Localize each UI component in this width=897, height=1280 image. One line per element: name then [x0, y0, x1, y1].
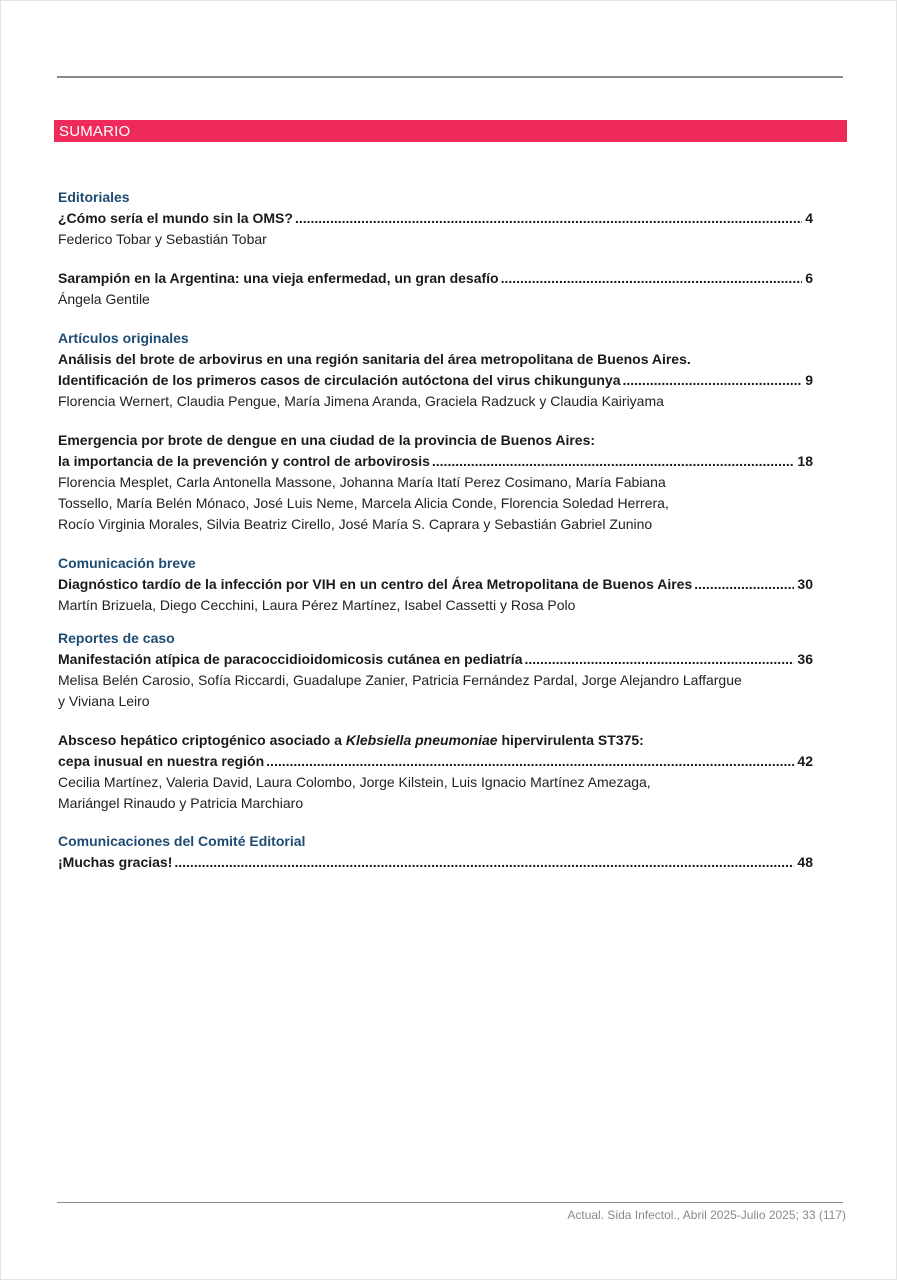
- entry-title[interactable]: [58, 730, 813, 751]
- bottom-rule: [57, 1202, 843, 1203]
- page-number: 6: [805, 270, 813, 286]
- toc-entry[interactable]: [58, 730, 813, 814]
- entry-title-continued[interactable]: Identificación de los primeros casos de circulación autóctona del virus chikungunya: [58, 372, 621, 388]
- toc-entry[interactable]: [58, 208, 813, 250]
- entry-authors: Martín Brizuela, Diego Cecchini, Laura Pérez Martínez, Isabel Cassetti y Rosa Polo: [58, 597, 576, 613]
- toc-entry[interactable]: [58, 852, 813, 873]
- entry-title-part[interactable]: hipervirulenta ST375:: [497, 732, 644, 748]
- entry-title[interactable]: Análisis del brote de arbovirus en una región sanitaria del área metropolitana de Buenos Aires.: [58, 351, 691, 367]
- entry-title-line[interactable]: [58, 852, 813, 873]
- dot-leader: [174, 852, 794, 873]
- page-number: 18: [797, 453, 813, 469]
- section-heading-comunicaciones-comite: Comunicaciones del Comité Editorial: [58, 833, 306, 849]
- entry-title-line[interactable]: [58, 649, 813, 670]
- dot-leader: [501, 268, 803, 289]
- toc-entry[interactable]: [58, 649, 813, 712]
- table-of-contents: [58, 187, 813, 883]
- page-number: 48: [797, 854, 813, 870]
- entry-title[interactable]: Sarampión en la Argentina: una vieja enfermedad, un gran desafío: [58, 270, 499, 286]
- sumario-banner: [54, 120, 847, 142]
- entry-title[interactable]: Manifestación atípica de paracoccidioidomicosis cutánea en pediatría: [58, 651, 523, 667]
- entry-authors: Melisa Belén Carosio, Sofía Riccardi, Guadalupe Zanier, Patricia Fernández Pardal, Jorge Alejandro Laffargue: [58, 672, 742, 688]
- page-number: 9: [805, 372, 813, 388]
- dot-leader: [295, 208, 802, 229]
- dot-leader: [694, 574, 794, 595]
- page-number: 36: [797, 651, 813, 667]
- entry-title[interactable]: ¡Muchas gracias!: [58, 854, 173, 870]
- footer-citation: Actual. Sida Infectol., Abril 2025-Julio 2025; 33 (117): [567, 1208, 846, 1222]
- toc-entry[interactable]: [58, 574, 813, 616]
- section-heading-comunicacion-breve: Comunicación breve: [58, 555, 196, 571]
- dot-leader: [432, 451, 795, 472]
- entry-title-line[interactable]: [58, 751, 813, 772]
- entry-authors: Florencia Mesplet, Carla Antonella Massone, Johanna María Itatí Perez Cosimano, María Fabiana: [58, 474, 666, 490]
- page-number: 42: [797, 753, 813, 769]
- entry-title-part[interactable]: Absceso hepático criptogénico asociado a: [58, 732, 346, 748]
- toc-entry[interactable]: [58, 430, 813, 535]
- section-heading-editoriales: Editoriales: [58, 189, 130, 205]
- entry-authors: Ángela Gentile: [58, 291, 150, 307]
- entry-authors: Florencia Wernert, Claudia Pengue, María Jimena Aranda, Graciela Radzuck y Claudia Kairiyama: [58, 393, 664, 409]
- dot-leader: [622, 370, 802, 391]
- dot-leader: [524, 649, 794, 670]
- entry-authors: Rocío Virginia Morales, Silvia Beatriz Cirello, José María S. Caprara y Sebastián Gabriel Zunino: [58, 516, 653, 532]
- toc-entry[interactable]: [58, 349, 813, 412]
- section-heading-articulos-originales: Artículos originales: [58, 330, 189, 346]
- entry-title[interactable]: Emergencia por brote de dengue en una ciudad de la provincia de Buenos Aires:: [58, 432, 596, 448]
- entry-title-continued[interactable]: cepa inusual en nuestra región: [58, 753, 265, 769]
- entry-authors: Mariángel Rinaudo y Patricia Marchiaro: [58, 795, 304, 811]
- banner-label: SUMARIO: [59, 123, 131, 140]
- entry-authors: Tossello, María Belén Mónaco, José Luis Neme, Marcela Alicia Conde, Florencia Soledad Herrera,: [58, 495, 669, 511]
- entry-authors: Cecilia Martínez, Valeria David, Laura Colombo, Jorge Kilstein, Luis Ignacio Martínez Amezaga,: [58, 774, 651, 790]
- entry-title-line[interactable]: [58, 268, 813, 289]
- page-number: 4: [805, 210, 813, 226]
- dot-leader: [266, 751, 794, 772]
- entry-authors: Federico Tobar y Sebastián Tobar: [58, 231, 267, 247]
- page-number: 30: [797, 576, 813, 592]
- entry-title-line[interactable]: [58, 208, 813, 229]
- entry-title-line[interactable]: [58, 370, 813, 391]
- entry-title[interactable]: ¿Cómo sería el mundo sin la OMS?: [58, 210, 293, 226]
- entry-authors: y Viviana Leiro: [58, 693, 150, 709]
- entry-title-line[interactable]: [58, 574, 813, 595]
- entry-title-line[interactable]: [58, 451, 813, 472]
- entry-title-italic[interactable]: Klebsiella pneumoniae: [345, 732, 498, 748]
- toc-entry[interactable]: [58, 268, 813, 310]
- entry-title-continued[interactable]: la importancia de la prevención y control de arbovirosis: [58, 453, 430, 469]
- top-rule: [57, 76, 843, 78]
- section-heading-reportes-de-caso: Reportes de caso: [58, 630, 175, 646]
- entry-title[interactable]: Diagnóstico tardío de la infección por VIH en un centro del Área Metropolitana de Buenos Aires: [58, 576, 693, 592]
